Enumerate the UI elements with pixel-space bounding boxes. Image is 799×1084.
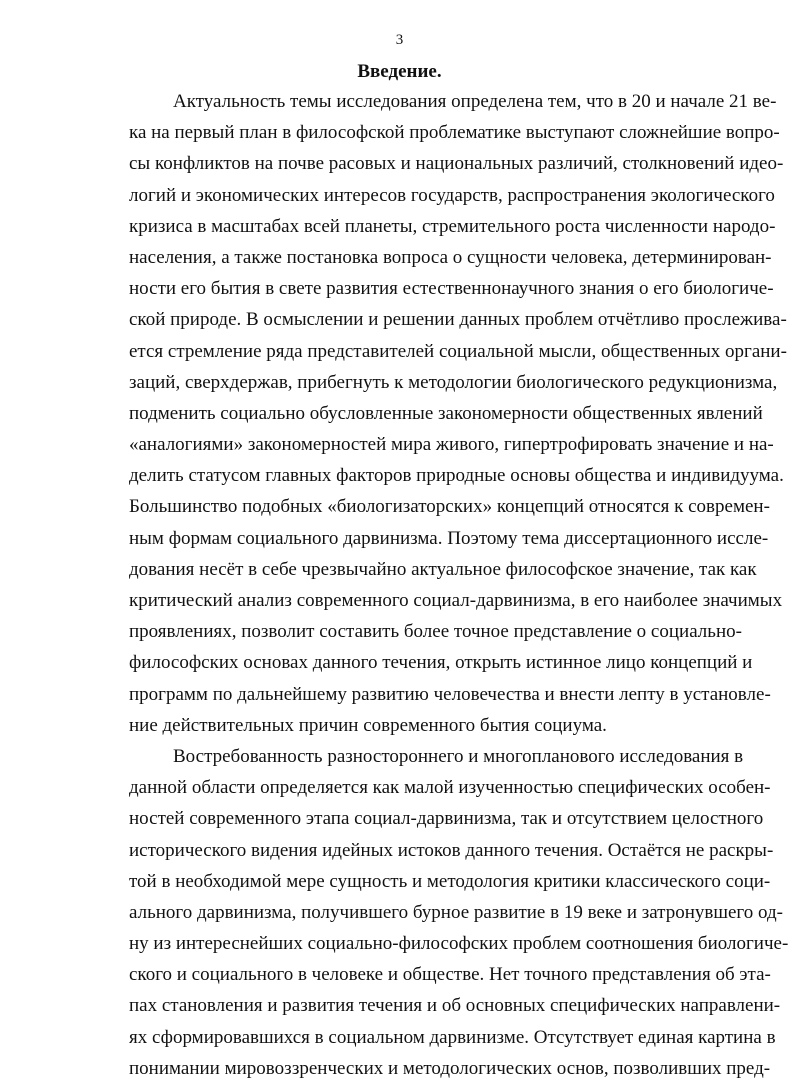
page-number: 3	[395, 32, 404, 48]
text-line: ях сформировавшихся в социальном дарвинизме. Отсутствует единая картина в	[129, 1026, 776, 1048]
text-line: ского и социального в человеке и обществе. Нет точного представления об эта-	[129, 964, 771, 986]
text-line: заций, сверхдержав, прибегнуть к методологии биологического редукционизма,	[129, 371, 778, 393]
text-line: Большинство подобных «биологизаторских» концепций относятся к современ-	[129, 496, 770, 518]
text-line: программ по дальнейшему развитию человечества и внести лепту в установле-	[129, 683, 771, 705]
text-line: ской природе. В осмыслении и решении данных проблем отчётливо прослежива-	[129, 309, 787, 331]
text-line: подменить социально обусловленные закономерности общественных явлений	[129, 402, 763, 424]
text-line: логий и экономических интересов государств, распространения экологического	[129, 184, 775, 206]
text-line: делить статусом главных факторов природные основы общества и индивидуума.	[129, 465, 784, 487]
text-line: Востребованность разностороннего и многопланового исследования в	[173, 745, 744, 767]
text-line: ется стремление ряда представителей социальной мысли, общественных органи-	[129, 340, 787, 362]
text-line: исторического видения идейных истоков данного течения. Остаётся не раскры-	[129, 839, 774, 861]
text-line: кризиса в масштабах всей планеты, стремительного роста численности народо-	[129, 215, 776, 237]
text-line: ние действительных причин современного бытия социума.	[129, 714, 607, 736]
text-line: пах становления и развития течения и об основных специфических направлени-	[129, 995, 781, 1017]
body-text	[129, 86, 789, 1084]
text-line: ным формам социального дарвинизма. Поэтому тема диссертационного иссле-	[129, 527, 769, 549]
text-line: ального дарвинизма, получившего бурное развитие в 19 веке и затронувшего од-	[129, 901, 783, 923]
text-line: данной области определяется как малой изученностью специфических особен-	[129, 777, 771, 799]
text-line: философских основах данного течения, открыть истинное лицо концепций и	[129, 652, 753, 674]
paragraph	[129, 86, 787, 741]
text-line: населения, а также постановка вопроса о сущности человека, детерминирован-	[129, 246, 772, 268]
text-line: критический анализ современного социал-дарвинизма, в его наиболее значимых	[129, 590, 783, 611]
text-line: той в необходимой мере сущность и методология критики классического соци-	[129, 870, 771, 892]
paragraph	[129, 741, 789, 1084]
section-heading: Введение.	[357, 61, 442, 82]
text-line: проявлениях, позволит составить более точное представление о социально-	[129, 621, 742, 643]
text-line: ности его бытия в свете развития естественнонаучного знания о его биологиче-	[129, 278, 774, 300]
text-line: ка на первый план в философской проблематике выступают сложнейшие вопро-	[129, 122, 780, 144]
text-line: «аналогиями» закономерностей мира живого, гипертрофировать значение и на-	[129, 434, 774, 456]
text-line: ностей современного этапа социал-дарвинизма, так и отсутствием целостного	[129, 808, 764, 830]
text-line: ну из интереснейших социально-философских проблем соотношения биологиче-	[129, 933, 789, 955]
text-line: понимании мировоззренческих и методологических основ, позволивших пред-	[129, 1057, 771, 1079]
text-line: дования несёт в себе чрезвычайно актуальное философское значение, так как	[129, 558, 757, 580]
text-line: Актуальность темы исследования определена тем, что в 20 и начале 21 ве-	[173, 91, 777, 112]
text-line: сы конфликтов на почве расовых и национальных различий, столкновений идео-	[129, 153, 784, 175]
